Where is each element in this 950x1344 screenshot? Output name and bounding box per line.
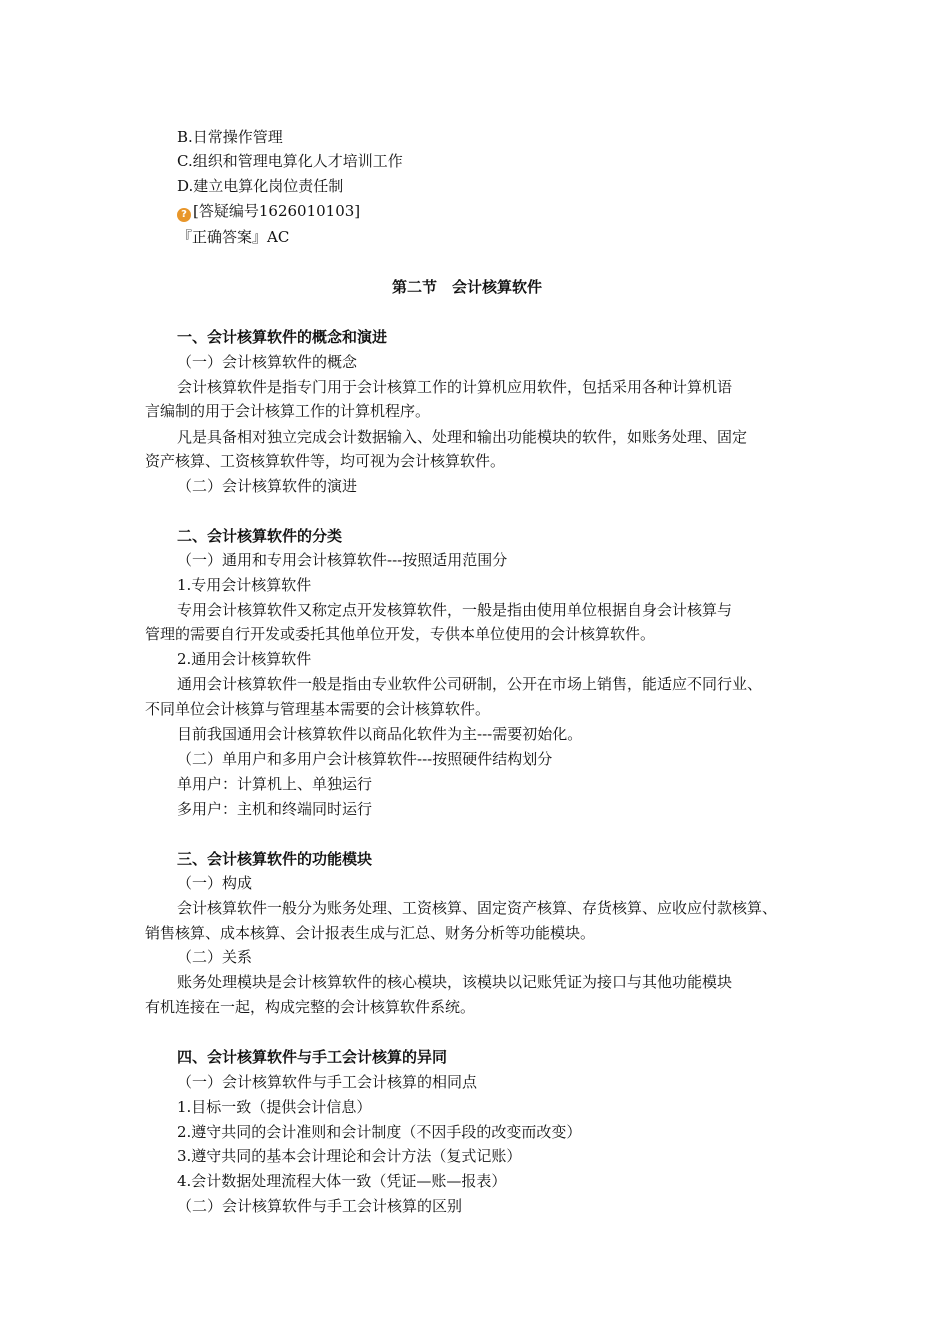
- paragraph-line: 有机连接在一起，构成完整的会计核算软件系统。: [145, 998, 476, 1016]
- paragraph-line: 凡是具备相对独立完成会计数据输入、处理和输出功能模块的软件，如账务处理、固定: [177, 428, 748, 446]
- list-item: 1.目标一致（提供会计信息）: [177, 1098, 372, 1116]
- subheading: （二）会计核算软件的演进: [177, 477, 358, 495]
- list-item: 4.会计数据处理流程大体一致（凭证—账—报表）: [177, 1172, 507, 1190]
- subheading: （二）会计核算软件与手工会计核算的区别: [177, 1197, 463, 1215]
- list-item: 多用户：主机和终端同时运行: [177, 800, 373, 818]
- paragraph-line: 账务处理模块是会计核算软件的核心模块，该模块以记账凭证为接口与其他功能模块: [177, 973, 733, 991]
- paragraph-line: 言编制的用于会计核算工作的计算机程序。: [145, 402, 431, 420]
- paragraph-line: 销售核算、成本核算、会计报表生成与汇总、财务分析等功能模块。: [145, 924, 596, 942]
- qa-reference-text: [答疑编号1626010103]: [193, 202, 361, 220]
- question-icon[interactable]: ?: [177, 208, 191, 222]
- correct-answer: 『正确答案』AC: [177, 228, 290, 246]
- heading-comparison: 四、会计核算软件与手工会计核算的异同: [177, 1048, 448, 1066]
- list-item: 单用户：计算机上、单独运行: [177, 775, 373, 793]
- qa-reference[interactable]: [177, 201, 360, 222]
- subheading: （一）会计核算软件的概念: [177, 353, 358, 371]
- list-item: 2.通用会计核算软件: [177, 650, 312, 668]
- subheading: （二）关系: [177, 948, 253, 966]
- paragraph-line: 资产核算、工资核算软件等，均可视为会计核算软件。: [145, 452, 506, 470]
- paragraph-line: 管理的需要自行开发或委托其他单位开发，专供本单位使用的会计核算软件。: [145, 625, 656, 643]
- subheading: （一）构成: [177, 874, 253, 892]
- paragraph-line: 专用会计核算软件又称定点开发核算软件，一般是指由使用单位根据自身会计核算与: [177, 601, 733, 619]
- list-item: 2.遵守共同的会计准则和会计制度（不因手段的改变而改变）: [177, 1123, 582, 1141]
- option-b: B.日常操作管理: [177, 128, 283, 146]
- section-title: 第二节 会计核算软件: [392, 278, 543, 296]
- option-d: D.建立电算化岗位责任制: [177, 177, 344, 195]
- paragraph-line: 通用会计核算软件一般是指由专业软件公司研制，公开在市场上销售，能适应不同行业、: [177, 675, 763, 693]
- heading-modules: 三、会计核算软件的功能模块: [177, 850, 373, 868]
- paragraph-line: 会计核算软件是指专门用于会计核算工作的计算机应用软件，包括采用各种计算机语: [177, 378, 733, 396]
- list-item: 1.专用会计核算软件: [177, 576, 312, 594]
- list-item: 3.遵守共同的基本会计理论和会计方法（复式记账）: [177, 1147, 522, 1165]
- paragraph-line: 目前我国通用会计核算软件以商品化软件为主---需要初始化。: [177, 725, 583, 743]
- heading-concept: 一、会计核算软件的概念和演进: [177, 328, 388, 346]
- paragraph-line: 不同单位会计核算与管理基本需要的会计核算软件。: [145, 700, 491, 718]
- heading-classification: 二、会计核算软件的分类: [177, 527, 343, 545]
- option-c: C.组织和管理电算化人才培训工作: [177, 152, 403, 170]
- subheading: （一）会计核算软件与手工会计核算的相同点: [177, 1073, 478, 1091]
- paragraph-line: 会计核算软件一般分为账务处理、工资核算、固定资产核算、存货核算、应收应付款核算、: [177, 899, 778, 917]
- subheading: （一）通用和专用会计核算软件---按照适用范围分: [177, 551, 508, 569]
- subheading: （二）单用户和多用户会计核算软件---按照硬件结构划分: [177, 750, 553, 768]
